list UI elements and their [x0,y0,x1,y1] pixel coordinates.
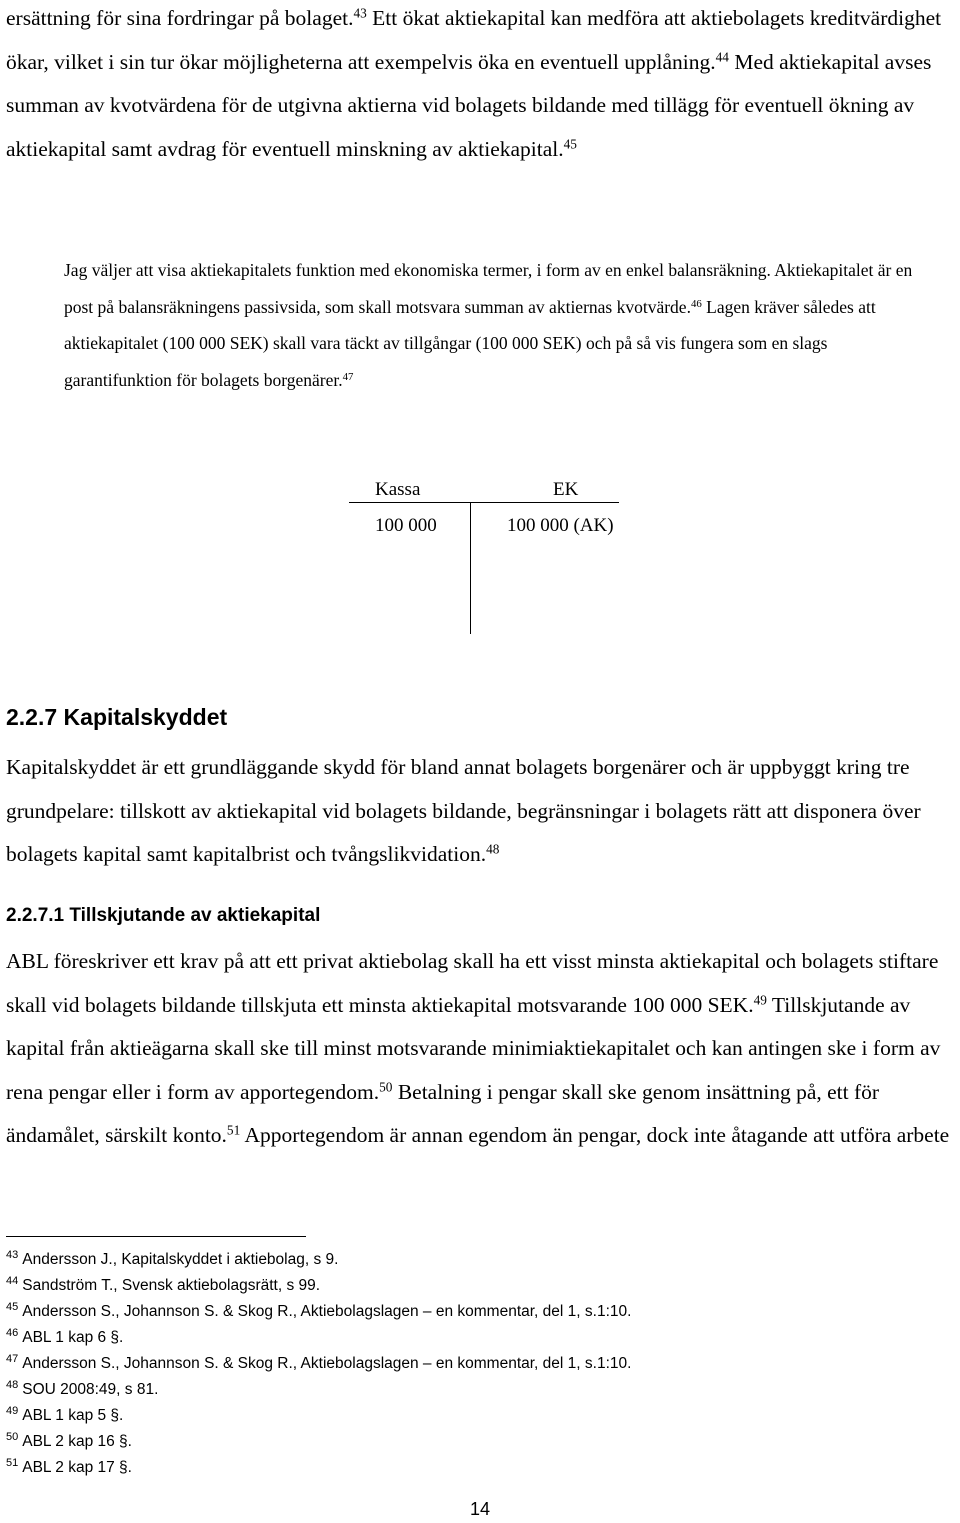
paragraph-text: Betalning i pengar skall ske genom insättning på, ett för ändamålet, särskilt konto. [6,1079,880,1147]
footnote-ref: 48 [486,841,500,857]
t-account-left-header: Kassa [375,479,421,500]
paragraph-text: ersättning för sina fordringar på bolaget. [6,6,354,30]
footnote-text: Sandström T., Svensk aktiebolagsrätt, s 99. [22,1277,321,1294]
footnote-ref: 46 [690,297,702,310]
footnote-number: 43 [6,1249,19,1261]
footnote-item [6,1403,906,1429]
section-heading-2-2-7-1: 2.2.7.1 Tillskjutande av aktiekapital [6,905,321,926]
footnote-ref: 44 [715,49,729,65]
footnote-number: 46 [6,1327,19,1339]
t-account-vertical-rule [470,502,471,634]
paragraph-text: Med aktiekapital avses summan av kvotvärdena för de utgivna aktierna vid bolagets bildande med tillägg för eventuell ökning av aktiekapital samt avdrag för eventuell minskning av aktiekapital. [6,49,932,161]
footnote-number: 45 [6,1301,19,1313]
footnote-text: Andersson S., Johannson S. & Skog R., Aktiebolagslagen – en kommentar, del 1, s.1:10. [22,1303,632,1320]
footnote-item [6,1351,906,1377]
paragraph-text: Jag väljer att visa aktiekapitalets funktion med ekonomiska termer, i form av en enkel balansräkning. Aktiekapitalet är en post på balansräkningens passivsida, som skall motsvara summan av aktiernas kvotvärde. [64,260,913,317]
paragraph-kapitalskyddet [6,746,956,877]
paragraph-text: Apportegendom är annan egendom än pengar, dock inte åtagande att utföra arbete [244,1123,950,1147]
paragraph-text: Kapitalskyddet är ett grundläggande skydd för bland annat bolagets borgenärer och är uppbyggt kring tre grundpelare: tillskott av aktiekapital vid bolagets bildande, begränsningar i bolagets rätt att disponera över bolagets kapital samt kapitalbrist och tvångslikvidation. [6,755,921,866]
footnote-ref: 49 [753,992,767,1008]
footnote-text: ABL 1 kap 6 §. [22,1329,124,1346]
t-account-horizontal-rule [349,502,619,503]
footnote-item [6,1247,906,1273]
footnote-text: ABL 2 kap 17 §. [22,1459,132,1476]
t-account-diagram [345,474,645,639]
paragraph-text: Ett ökat aktiekapital kan medföra att aktiebolagets kreditvärdighet ökar, vilket i sin tur ökar möjligheterna att exempelvis öka en eventuell upplåning. [6,6,942,74]
t-account-left-value: 100 000 [375,515,437,536]
footnote-number: 48 [6,1379,19,1391]
paragraph-capital-purpose [6,0,956,171]
footnote-number: 51 [6,1457,19,1469]
paragraph-tillskjutande [6,940,956,1158]
footnote-separator [6,1236,306,1237]
t-account-right-header: EK [553,479,579,500]
footnote-item [6,1325,906,1351]
footnote-number: 50 [6,1431,19,1443]
paragraph-text: Tillskjutande av kapital från aktieägarna skall ske till minst motsvarande minimiaktiekapitalet och kan antingen ske i form av rena pengar eller i form av apportegendom. [6,992,941,1104]
footnote-item [6,1429,906,1455]
footnote-text: ABL 2 kap 16 §. [22,1433,132,1450]
footnote-text: ABL 1 kap 5 §. [22,1407,124,1424]
footnote-ref: 45 [563,136,577,152]
footnote-text: SOU 2008:49, s 81. [22,1381,159,1398]
paragraph-text: Lagen kräver således att aktiekapitalet (100 000 SEK) skall vara täckt av tillgångar (100 000 SEK) och på så vis fungera som en slags garantifunktion för bolagets borgenärer. [64,296,876,390]
footnote-list [6,1247,906,1481]
footnote-item [6,1455,906,1481]
footnote-item [6,1377,906,1403]
footnote-item [6,1299,906,1325]
footnote-number: 44 [6,1275,19,1287]
footnote-ref: 47 [342,370,354,383]
footnote-text: Andersson S., Johannson S. & Skog R., Aktiebolagslagen – en kommentar, del 1, s.1:10. [22,1355,632,1372]
footnote-ref: 51 [226,1122,241,1138]
footnote-ref: 50 [379,1079,393,1095]
t-account-right-value: 100 000 (AK) [507,515,614,536]
footnote-number: 49 [6,1405,19,1417]
section-heading-2-2-7: 2.2.7 Kapitalskyddet [6,704,228,730]
footnote-ref: 43 [353,5,367,21]
footnote-text: Andersson J., Kapitalskyddet i aktiebolag, s 9. [22,1251,339,1268]
page-number: 14 [469,1499,491,1519]
footnote-number: 47 [6,1353,19,1365]
paragraph-balance-sheet [64,252,914,398]
paragraph-text: ABL föreskriver ett krav på att ett privat aktiebolag skall ha ett visst minsta aktiekapital och bolagets stiftare skall vid bolagets bildande tillskjuta ett minsta aktiekapital motsvarande 100 000 SEK. [6,949,939,1017]
footnote-item [6,1273,906,1299]
